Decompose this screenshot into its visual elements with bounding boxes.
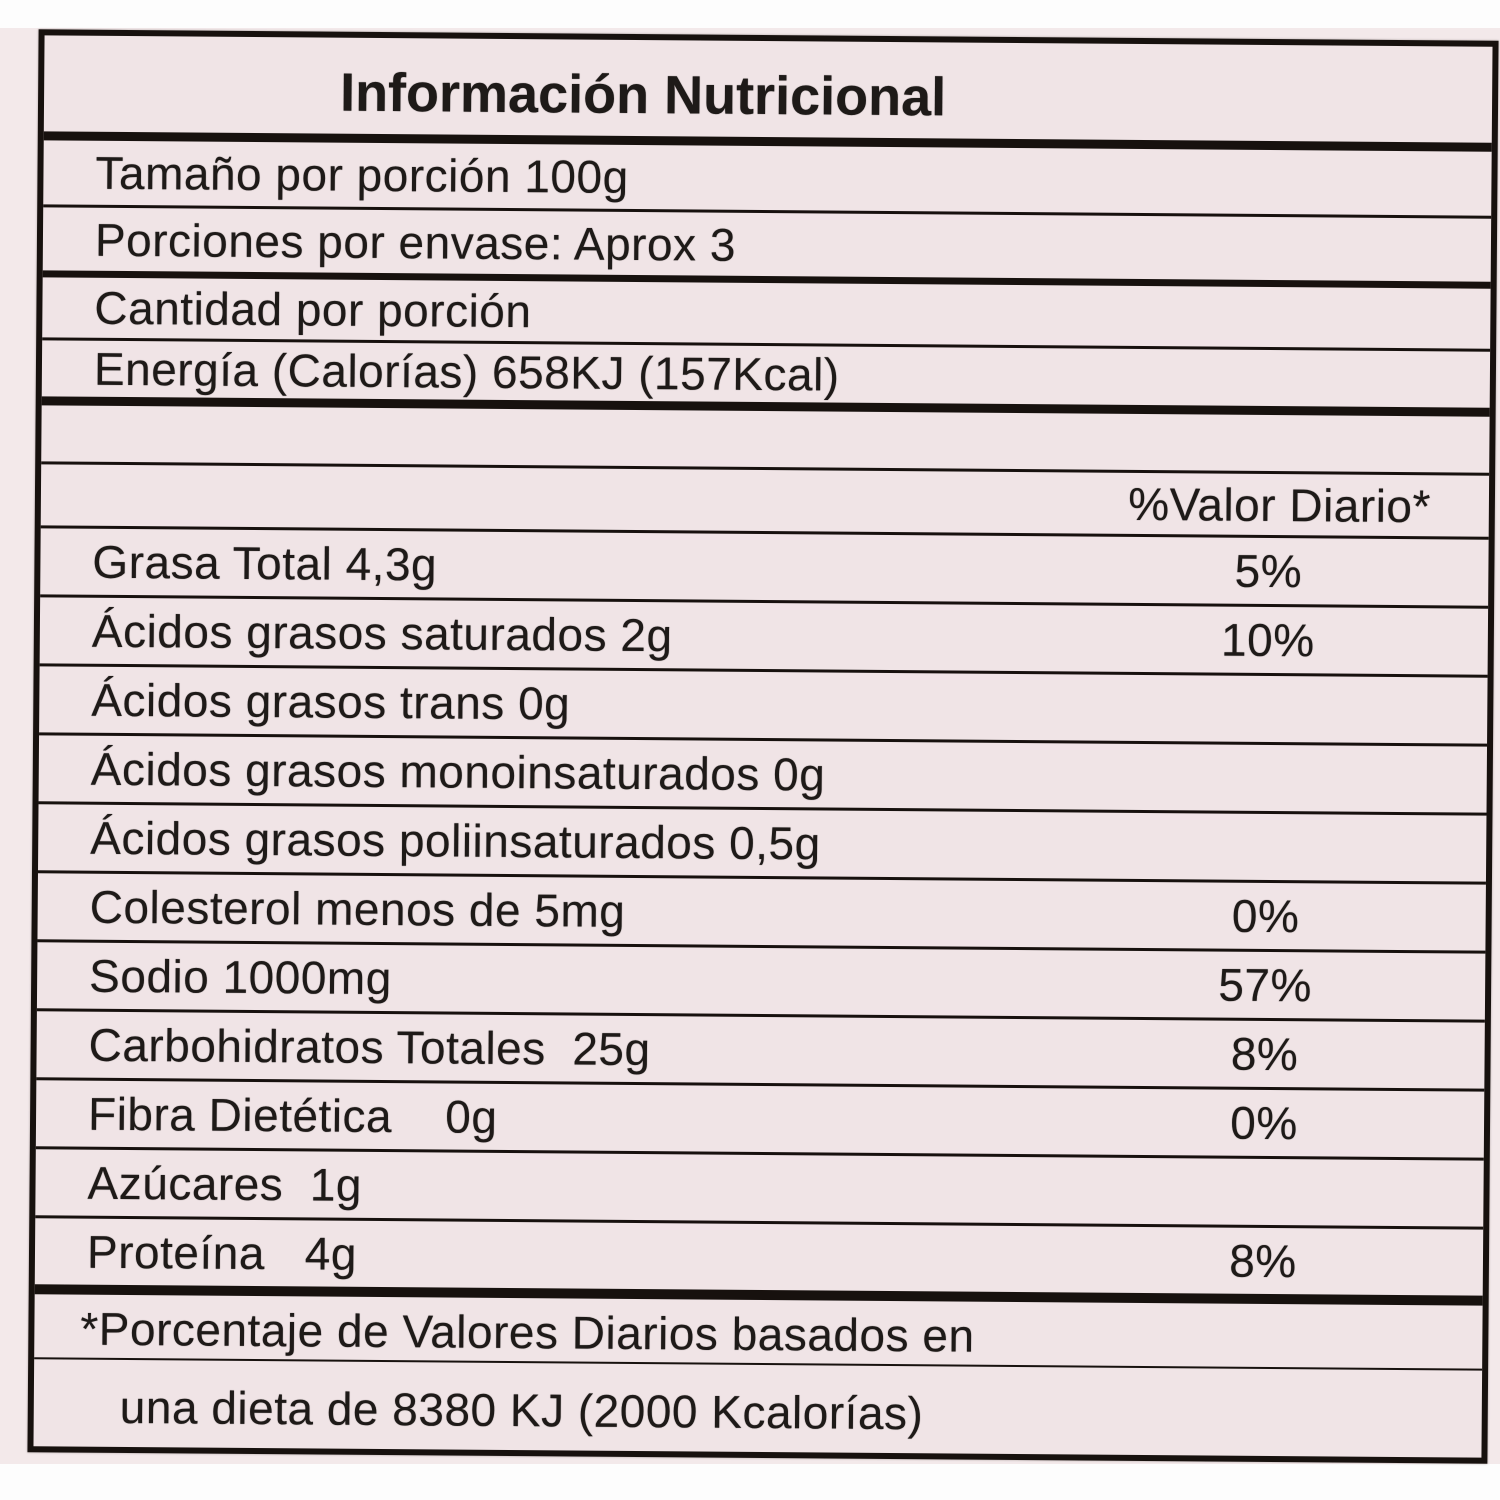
nutrient-daily-value [1047, 707, 1487, 710]
nutrient-row-polyunsaturated-fat [38, 804, 1486, 884]
nutrient-daily-value: 8% [1230, 1027, 1299, 1081]
nutrient-name: Ácidos grasos trans 0g [91, 673, 571, 730]
nutrient-daily-value: 8% [1229, 1234, 1297, 1288]
footnote-row-2 [33, 1359, 1482, 1457]
panel-title: Información Nutricional [339, 62, 947, 128]
nutrient-row-sodium [37, 942, 1485, 1022]
energy-text: Energía (Calorías) 658KJ (157Kcal) [93, 342, 840, 401]
nutrient-daily-value: 10% [1220, 613, 1315, 667]
serving-size-row [43, 140, 1491, 218]
nutrient-daily-value [1044, 1190, 1484, 1193]
nutrient-row-sugars [35, 1149, 1483, 1229]
nutrient-row-saturated-fat [40, 597, 1488, 677]
title-row [44, 35, 1493, 151]
nutrient-row-protein [35, 1218, 1484, 1305]
servings-per-container-row [43, 207, 1492, 288]
nutrient-row-monounsaturated-fat [39, 735, 1487, 815]
nutrient-name: Grasa Total 4,3g [92, 535, 438, 591]
footnote-text-1: *Porcentaje de Valores Diarios basados en [80, 1302, 975, 1362]
nutrient-name: Azúcares 1g [87, 1156, 363, 1211]
nutrient-row-total-fat [40, 528, 1488, 608]
energy-row [42, 340, 1490, 416]
nutrient-name: Colesterol menos de 5mg [89, 880, 626, 937]
nutrient-name: Proteína 4g [86, 1225, 358, 1280]
nutrient-name: Sodio 1000mg [88, 949, 393, 1005]
nutrient-daily-value [1046, 845, 1486, 848]
nutrient-daily-value: 5% [1234, 544, 1303, 598]
nutrient-row-total-carbohydrate [36, 1011, 1484, 1091]
amount-per-serving-row [42, 277, 1490, 351]
footnote-row-1 [34, 1294, 1482, 1370]
nutrient-row-cholesterol [37, 873, 1485, 953]
nutrient-daily-value: 0% [1231, 889, 1300, 943]
nutrition-facts-panel [27, 29, 1498, 1463]
daily-value-header: %Valor Diario* [1128, 477, 1432, 532]
nutrient-row-trans-fat [39, 666, 1487, 746]
nutrient-name: Ácidos grasos poliinsaturados 0,5g [90, 811, 821, 870]
footnote-text-2: una dieta de 8380 KJ (2000 Kcalorías) [119, 1380, 924, 1440]
nutrient-name: Ácidos grasos saturados 2g [91, 604, 673, 662]
serving-size-text: Tamaño por porción 100g [95, 146, 629, 203]
servings-per-container-text: Porciones por envase: Aprox 3 [94, 213, 737, 271]
daily-value-header-row [41, 464, 1489, 539]
nutrient-daily-value: 0% [1230, 1096, 1298, 1150]
nutrient-row-dietary-fiber [36, 1080, 1484, 1160]
amount-per-serving-text: Cantidad por porción [94, 281, 532, 338]
nutrient-daily-value [1047, 776, 1487, 779]
nutrient-name: Ácidos grasos monoinsaturados 0g [90, 742, 826, 801]
nutrient-name: Carbohidratos Totales 25g [88, 1018, 651, 1076]
nutrient-name: Fibra Dietética 0g [87, 1087, 498, 1143]
nutrient-daily-value: 57% [1218, 958, 1313, 1012]
